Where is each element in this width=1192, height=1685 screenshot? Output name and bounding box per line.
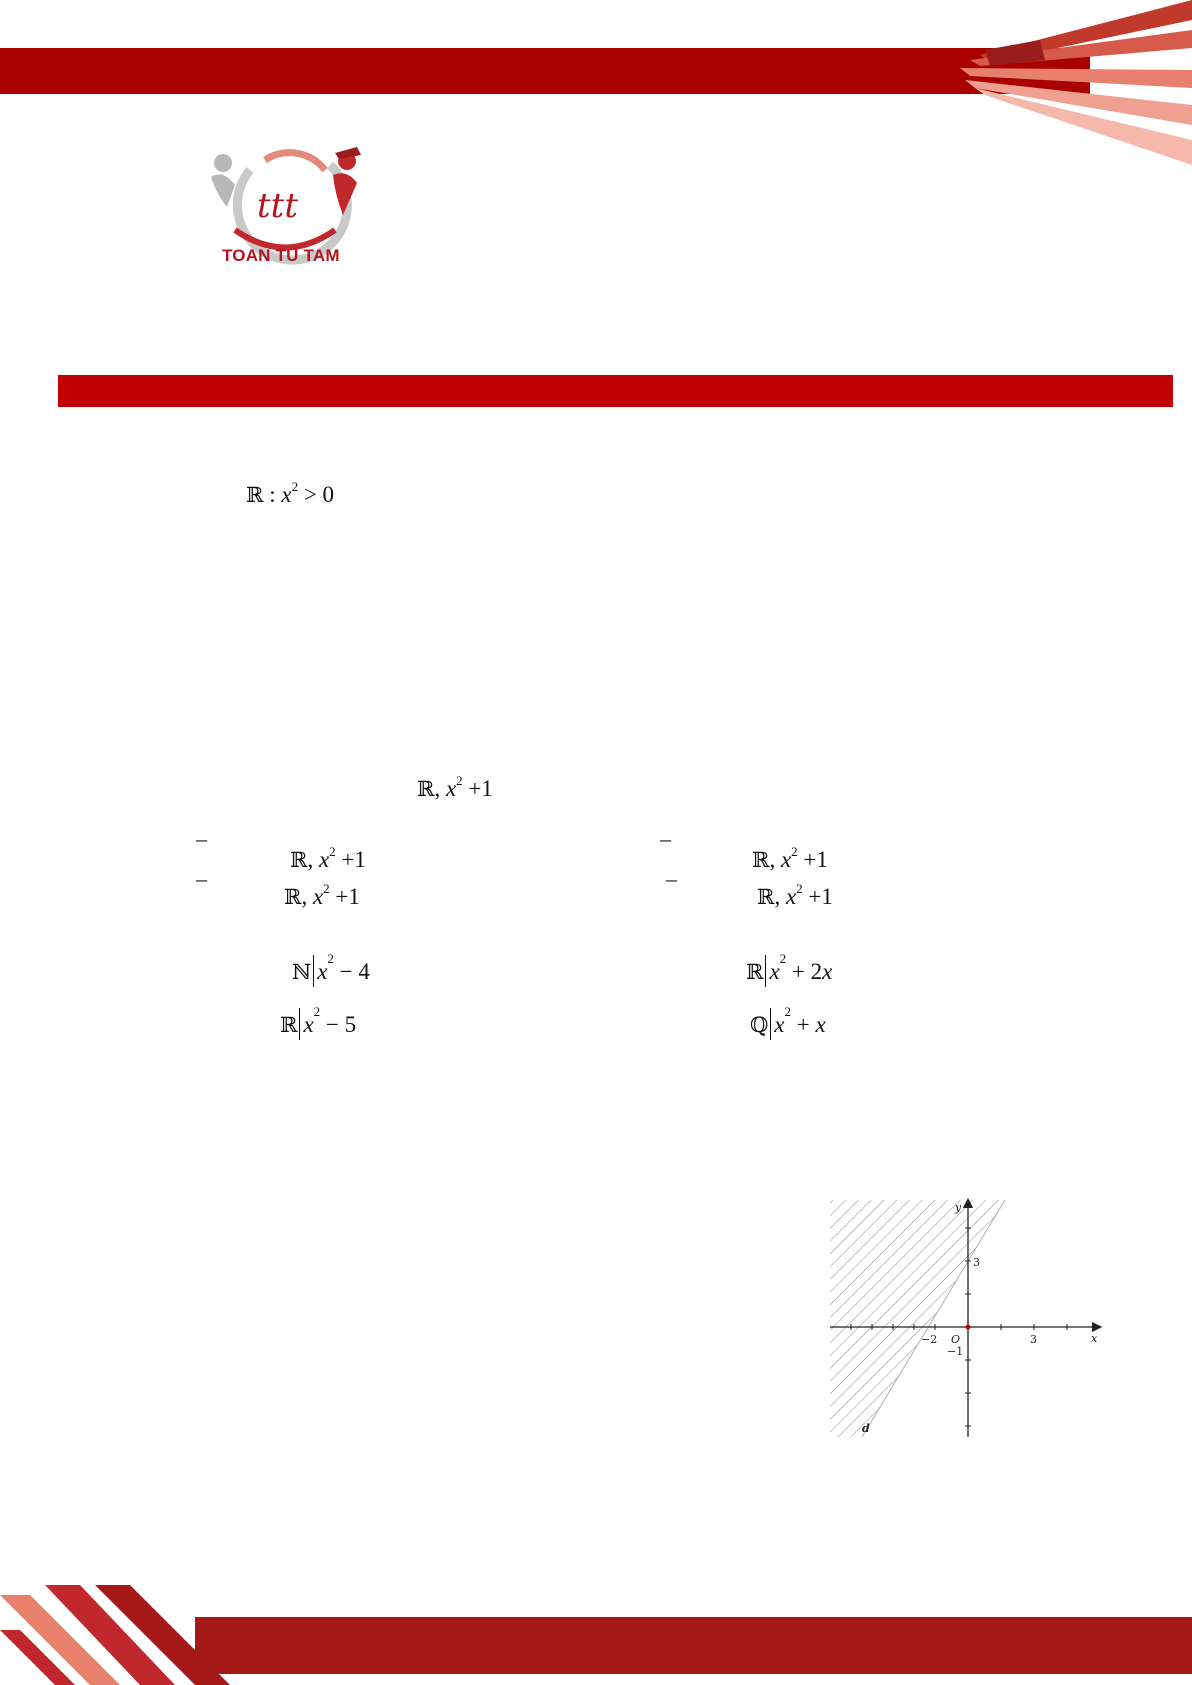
option-c-expression: ℝ, $x^2 +1$: [284, 881, 360, 909]
statement-expression: ℝ : $x^2 > 0$: [246, 479, 335, 507]
half-plane-graph: [825, 1195, 1105, 1445]
x-tick-3: 3: [1030, 1333, 1037, 1346]
header-band: [0, 48, 1090, 94]
option-a-overbar: –: [196, 826, 207, 851]
set-option-a: ℕ $x^2 - 4$: [292, 955, 370, 987]
x-axis-label: x: [1091, 1332, 1098, 1345]
question-expression: ℝ, $x^2 +1$: [417, 773, 493, 801]
option-b-overbar: –: [660, 826, 671, 851]
set-option-d: ℚ $x^2 + x$: [750, 1008, 826, 1040]
footer-band: [195, 1617, 1192, 1674]
y-tick-neg1: −1: [947, 1345, 964, 1358]
logo-brand-text: TOAN TU TAM: [222, 246, 340, 265]
x-tick-neg2: −2: [921, 1333, 938, 1346]
option-d-expression: ℝ, $x^2 +1$: [757, 881, 833, 909]
y-axis-label: y: [955, 1201, 962, 1214]
option-a-expression: ℝ, $x^2 +1$: [290, 844, 366, 872]
header-rays-decoration: [960, 0, 1192, 175]
line-d-label: d: [862, 1422, 870, 1435]
shaded-half-plane: [830, 1200, 1005, 1437]
origin-label: O: [951, 1333, 961, 1346]
y-tick-3: 3: [973, 1256, 980, 1269]
origin-point: [966, 1325, 971, 1330]
set-option-b: ℝ $x^2 + 2x$: [746, 955, 832, 987]
set-option-c: ℝ $x^2 - 5$: [280, 1008, 356, 1040]
option-c-overbar: –: [196, 866, 207, 891]
option-b-expression: ℝ, $x^2 +1$: [752, 844, 828, 872]
section-header-bar: [58, 375, 1173, 407]
logo-monogram: ttt: [257, 186, 298, 226]
option-d-overbar: –: [666, 866, 677, 891]
